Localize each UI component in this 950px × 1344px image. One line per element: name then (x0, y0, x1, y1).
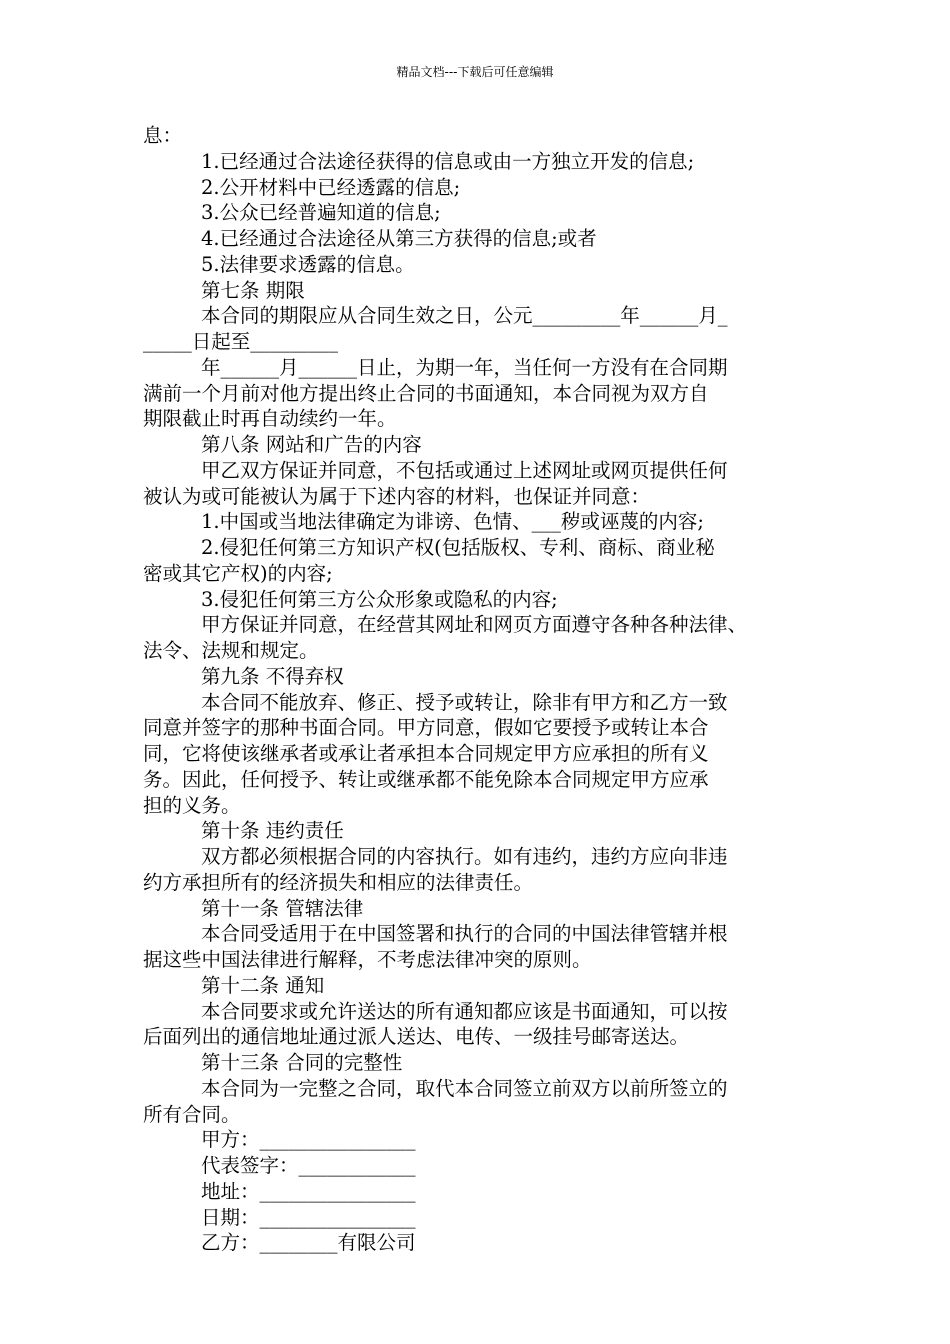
document-line: 4.已经通过合法途径从第三方获得的信息;或者 (201, 227, 597, 250)
document-line: 息： (143, 124, 183, 147)
document-line: 双方都必须根据合同的内容执行。如有违约，违约方应向非违 (201, 845, 728, 868)
document-line: 年______月______日止，为期一年，当任何一方没有在合同期 (201, 355, 728, 379)
document-line: 1.中国或当地法律确定为诽谤、色情、___秽或诬蔑的内容; (201, 510, 704, 534)
document-line: 2.公开材料中已经透露的信息; (201, 175, 461, 199)
document-line: 后面列出的通信地址通过派人送达、电传、一级挂号邮寄送达。 (143, 1025, 690, 1049)
document-line: 担的义务。 (143, 793, 241, 817)
document-line: 据这些中国法律进行解释，不考虑法律冲突的原则。 (143, 948, 592, 971)
document-line: 日期：________________ (201, 1205, 416, 1229)
document-line: 本合同要求或允许送达的所有通知都应该是书面通知，可以按 (201, 999, 728, 1023)
document-line: 本合同受适用于在中国签署和执行的合同的中国法律管辖并根 (201, 922, 728, 946)
document-line: 乙方：________有限公司 (201, 1231, 416, 1255)
document-line: 地址：________________ (201, 1179, 416, 1203)
document-line: 约方承担所有的经济损失和相应的法律责任。 (143, 870, 534, 894)
document-line: 法令、法规和规定。 (143, 639, 319, 662)
document-line: 本合同的期限应从合同生效之日，公元_________年______月_ (201, 304, 728, 328)
page-header: 精品文档---下载后可任意编辑 (396, 65, 554, 79)
document-line: 3.侵犯任何第三方公众形象或隐私的内容; (201, 587, 558, 611)
document-line: 同，它将使该继承者或承让者承担本合同规定甲方应承担的所有义 (143, 742, 709, 765)
document-body (143, 123, 815, 1256)
document-line: 同意并签字的那种书面合同。甲方同意，假如它要授予或转让本合 (143, 716, 709, 740)
document-line: 期限截止时再自动续约一年。 (143, 407, 397, 431)
document-line: 所有合同。 (143, 1102, 241, 1126)
document-line: 第十一条 管辖法律 (201, 896, 364, 920)
document-line: 本合同为一完整之合同，取代本合同签立前双方以前所签立的 (201, 1076, 728, 1100)
document-line: 第九条 不得弃权 (201, 664, 344, 688)
document-line: 务。因此，任何授予、转让或继承都不能免除本合同规定甲方应承 (143, 767, 709, 791)
document-line: 2.侵犯任何第三方知识产权(包括版权、专利、商标、商业秘 (201, 536, 715, 559)
document-line: 第十二条 通知 (201, 973, 325, 997)
document-line: 甲方：________________ (201, 1128, 416, 1152)
document-line: 1.已经通过合法途径获得的信息或由一方独立开发的信息; (201, 149, 695, 173)
document-line: 甲乙双方保证并同意，不包括或通过上述网址或网页提供任何 (201, 458, 728, 482)
document-line: 3.公众已经普遍知道的信息; (201, 201, 441, 225)
document-line: 满前一个月前对他方提出终止合同的书面通知，本合同视为双方自 (143, 381, 709, 405)
document-line: 第七条 期限 (201, 278, 305, 302)
document-line: 5.法律要求透露的信息。 (201, 252, 415, 276)
document-line: _____日起至_________ (143, 330, 339, 353)
document-line: 甲方保证并同意，在经营其网址和网页方面遵守各种各种法律、 (201, 613, 748, 637)
document-line: 密或其它产权)的内容; (143, 561, 333, 585)
document-line: 第十条 违约责任 (201, 819, 344, 843)
document-line: 第八条 网站和广告的内容 (201, 433, 422, 456)
document-line: 本合同不能放弃、修正、授予或转让，除非有甲方和乙方一致 (201, 690, 728, 714)
document-line: 被认为或可能被认为属于下述内容的材料，也保证并同意： (143, 484, 651, 508)
document-line: 第十三条 合同的完整性 (201, 1051, 403, 1074)
document-line: 代表签字：____________ (201, 1154, 416, 1177)
